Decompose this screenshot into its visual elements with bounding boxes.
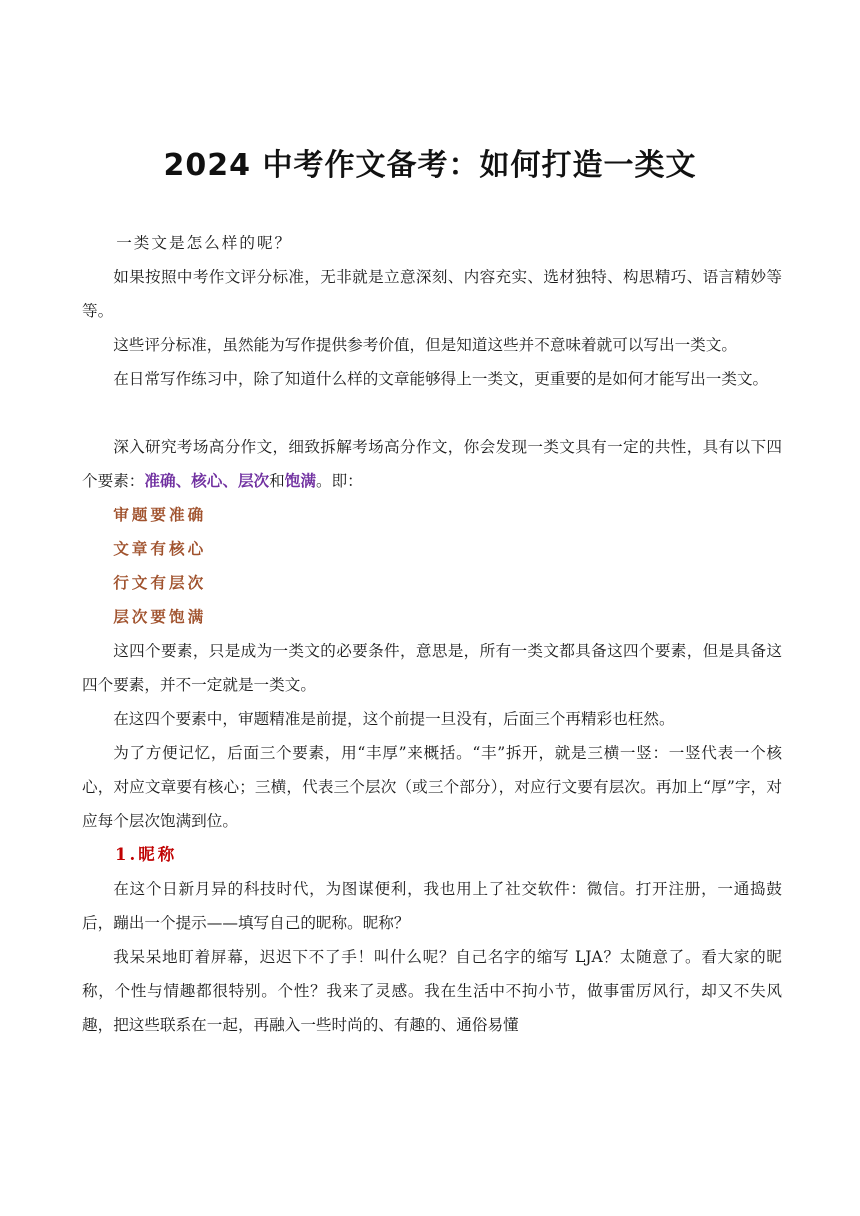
element-item: 审题要准确	[113, 505, 207, 524]
element-item: 层次要饱满	[113, 607, 207, 626]
paragraph: 在这四个要素中，审题精准是前提，这个前提一旦没有，后面三个再精彩也枉然。	[113, 710, 675, 728]
paragraph-four-elements	[82, 430, 782, 498]
element-item: 行文有层次	[113, 573, 207, 592]
paragraph: 在这个日新月异的科技时代，为图谋便利，我也用上了社交软件：微信。打开注册，一通捣鼓后，蹦出一个提示——填写自己的昵称。昵称？	[82, 880, 782, 932]
paragraph: 我呆呆地盯着屏幕，迟迟下不了手！叫什么呢？自己名字的缩写 LJA？太随意了。看大家的昵称，个性与情趣都很特别。个性？我来了灵感。我在生活中不拘小节，做事雷厉风行，却又不失风趣，把这些联系在一起，再融入一些时尚的、有趣的、通俗易懂	[82, 948, 782, 1034]
keyword-highlight: 准确、核心、层次	[144, 471, 270, 490]
document-body	[82, 226, 782, 1042]
paragraph: 这些评分标准，虽然能为写作提供参考价值，但是知道这些并不意味着就可以写出一类文。	[113, 336, 737, 354]
section-number: 1.	[115, 845, 139, 864]
element-item: 文章有核心	[113, 539, 207, 558]
paragraph: 这四个要素，只是成为一类文的必要条件，意思是，所有一类文都具备这四个要素，但是具备这四个要素，并不一定就是一类文。	[82, 642, 782, 694]
text-span: 。即：	[315, 472, 363, 490]
keyword-highlight: 饱满	[284, 471, 316, 490]
paragraph-intro: 一类文是怎么样的呢？	[116, 234, 293, 252]
text-span: 深入研究考场高分作文，细致拆解考场高分作文，你会发现一类文具有一定的共性，具有以下四个要素：	[82, 438, 782, 490]
section-title: 昵称	[138, 845, 178, 864]
paragraph: 如果按照中考作文评分标准，无非就是立意深刻、内容充实、选材独特、构思精巧、语言精妙等等。	[82, 268, 782, 320]
text-span: 和	[269, 472, 285, 490]
paragraph: 在日常写作练习中，除了知道什么样的文章能够得上一类文，更重要的是如何才能写出一类文。	[113, 370, 769, 388]
paragraph: 为了方便记忆，后面三个要素，用“丰厚”来概括。“丰”拆开，就是三横一竖：一竖代表一个核心，对应文章要有核心；三横，代表三个层次（或三个部分），对应行文要有层次。再加上“厚”字，对应每个层次饱满到位。	[82, 744, 782, 830]
document-title: 2024 中考作文备考：如何打造一类文	[163, 148, 697, 183]
section-heading	[82, 838, 782, 872]
